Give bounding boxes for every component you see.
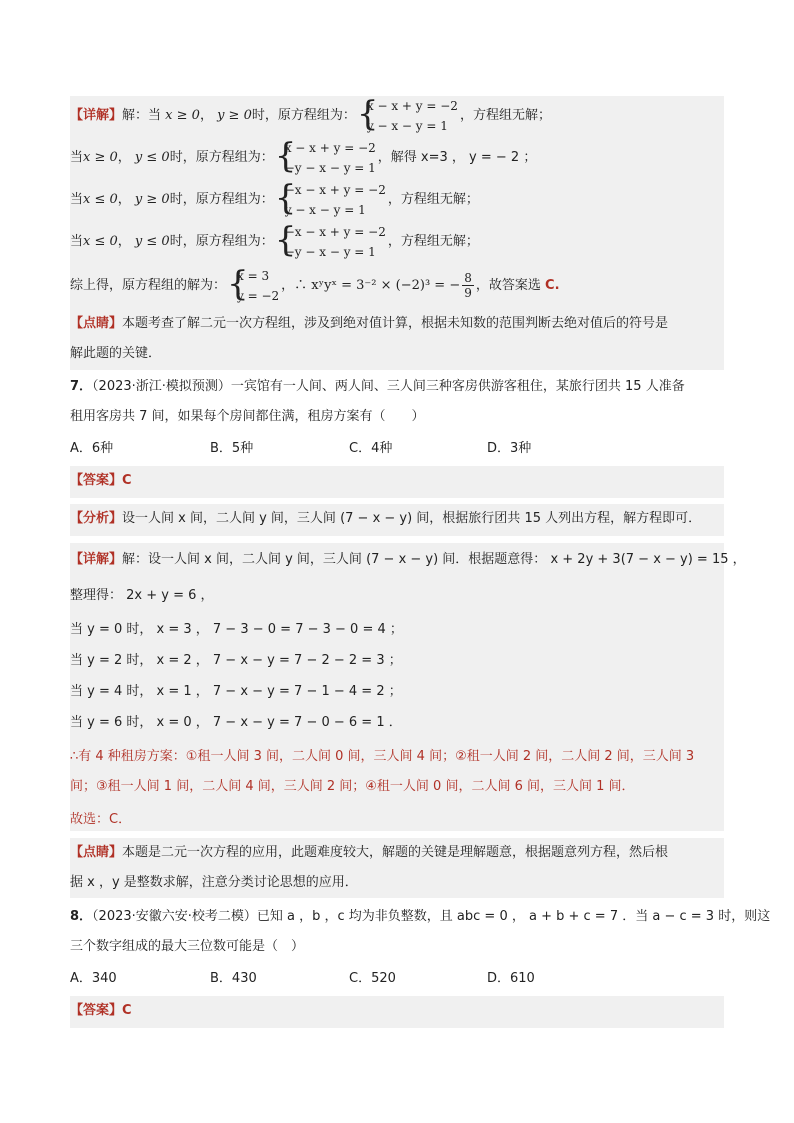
q7-simplify-line: 整理得： 2x + y = 6 ， [70,588,214,603]
option-a: A．6种 [70,441,114,456]
q8-answer-line: 【答案】C [70,1003,132,1018]
option-c: C．4种 [349,441,393,456]
q7-stem-line-2: 租用客房共 7 间，如果每个房间都住满，租房方案有（ ） [70,409,425,424]
q8-stem-line-1: 8．（2023·安徽六安·校考二模）已知 a ，b ，c 均为非负整数，且 abc = 0 ， a + b + c = 7 ．当 a − c = 3 时，则这 [70,909,771,924]
q7-step-line: 当 y = 4 时， x = 1 ， 7 − x − y = 7 − 1 − 4 = 2 ； [70,684,402,699]
solution-system: { x = 3 y = −2 [228,266,279,306]
equation-system: { x − x + y = −2 −y − x − y = 1 [276,138,376,178]
equation-system: { −x − x + y = −2 y − x − y = 1 [276,180,386,220]
q7-comment-line-2: 据 x ，y 是整数求解，注意分类讨论思想的应用． [70,875,358,890]
option-d: D．610 [487,971,535,986]
option-c: C．520 [349,971,396,986]
q7-analysis-line: 【分析】设一人间 x 间，二人间 y 间，三人间 (7 − x − y) 间，根据旅行团共 15 人列出方程，解方程即可． [70,511,702,526]
q6-summary-line: 综上得，原方程组的解为： { x = 3 y = −2 ，∴ xʸyˣ = 3⁻² × (−2)³ = − $\frac{8}{9}$ ，故答案选 C. [70,264,724,308]
option-a: A．340 [70,971,117,986]
q7-stem-line-1: 7．（2023·浙江·模拟预测）一宾馆有一人间、两人间、三人间三种客房供游客租住，某旅行团共 15 人准备 [70,379,685,394]
q7-detail-line: 【详解】解：设一人间 x 间，二人间 y 间，三人间 (7 − x − y) 间．根据题意得： x + 2y + 3(7 − x − y) = 15 ， [70,552,746,567]
q6-case1-line: 【详解】解：当 x ≥ 0， y ≥ 0时，原方程组为： { x − x + y = −2 y − x − y = 1 ，方程组无解； [70,94,724,138]
q7-options [70,434,724,464]
q7-plans-line-1: ∴有 4 种租房方案：①租一人间 3 间，二人间 0 间，三人间 4 间；②租一人间 2 间，二人间 2 间，三人间 3 [70,749,695,764]
detail-tag: 【详解】 [70,108,123,123]
q7-step-line: 当 y = 6 时， x = 0 ， 7 − x − y = 7 − 0 − 6 = 1 ． [70,715,402,730]
option-d: D．3种 [487,441,532,456]
q6-comment-line-1: 【点睛】本题考查了解二元一次方程组，涉及到绝对值计算，根据未知数的范围判断去绝对值后的符号是 [70,316,669,331]
q7-step-line: 当 y = 0 时， x = 3 ， 7 − 3 − 0 = 7 − 3 − 0 = 4 ； [70,622,403,637]
option-b: B．430 [210,971,257,986]
q8-options [70,964,724,994]
fraction: $\frac{8}{9}$ [464,271,472,300]
q6-case3-line: 当x ≤ 0， y ≥ 0时，原方程组为： { −x − x + y = −2 y − x − y = 1 ，方程组无解； [70,178,724,222]
q7-step-line: 当 y = 2 时， x = 2 ， 7 − x − y = 7 − 2 − 2 = 3 ； [70,653,402,668]
q7-answer-line: 【答案】C [70,473,132,488]
question-number: 7． [70,379,93,394]
equation-system: { x − x + y = −2 y − x − y = 1 [358,96,458,136]
q6-case2-line: 当x ≥ 0， y ≤ 0时，原方程组为： { x − x + y = −2 −y − x − y = 1 ，解得 x=3 ， y = − 2 ； [70,136,724,180]
question-number: 8． [70,909,93,924]
q7-plans-line-2: 间；③租一人间 1 间，二人间 4 间，三人间 2 间；④租一人间 0 间，二人间 6 间，三人间 1 间． [70,779,635,794]
q6-case4-line: 当x ≤ 0， y ≤ 0时，原方程组为： { −x − x + y = −2 −y − x − y = 1 ，方程组无解； [70,220,724,264]
q7-choose-line: 故选：C． [70,812,132,827]
q6-comment-line-2: 解此题的关键． [70,346,162,361]
q7-comment-line-1: 【点睛】本题是二元一次方程的应用，此题难度较大，解题的关键是理解题意，根据题意列方程，然后根 [70,845,669,860]
option-b: B．5种 [210,441,254,456]
q8-stem-line-2: 三个数字组成的最大三位数可能是（ ） [70,939,305,954]
equation-system: { −x − x + y = −2 −y − x − y = 1 [276,222,386,262]
